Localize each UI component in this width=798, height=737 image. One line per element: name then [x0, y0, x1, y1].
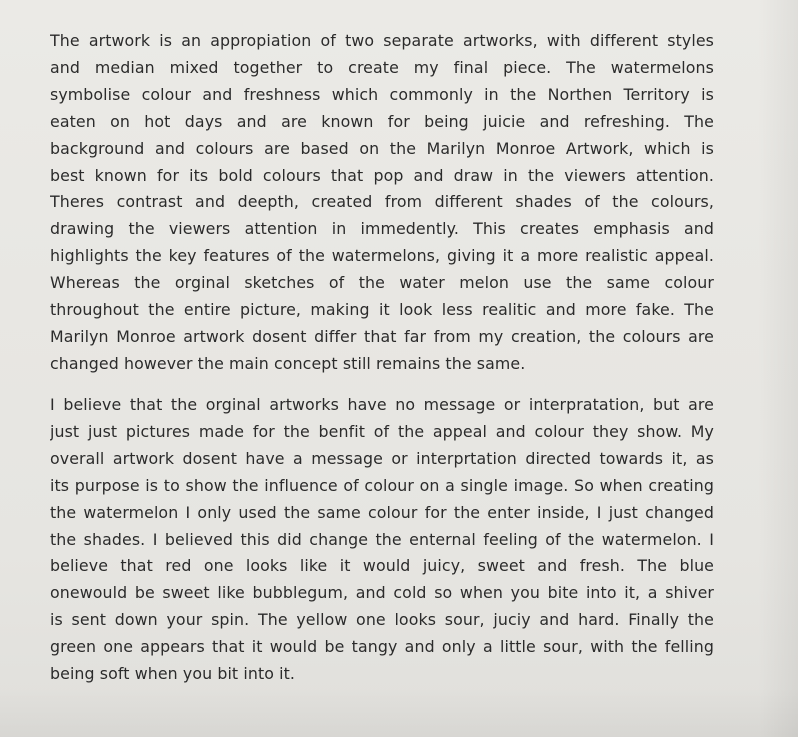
- text-line: is sent down your spin. The yellow one looks sour, juciy and hard. Finally the: [50, 610, 714, 630]
- text-line: The artwork is an appropiation of two separate artworks, with different styles: [50, 31, 714, 50]
- text-line: the shades. I believed this did change the enternal feeling of the watermelon. I: [50, 529, 714, 549]
- text-line: symbolise colour and freshness which commonly in the Northen Territory is: [50, 84, 714, 104]
- text-line: its purpose is to show the influence of colour on a single image. So when creating: [50, 475, 714, 495]
- text-line: onewould be sweet like bubblegum, and cold so when you bite into it, a shiver: [50, 583, 714, 603]
- text-line: drawing the viewers attention in immedently. This creates emphasis and: [50, 219, 714, 239]
- text-line: overall artwork dosent have a message or interprtation directed towards it, as: [50, 448, 714, 468]
- text-line: highlights the key features of the watermelons, giving it a more realistic appeal.: [50, 246, 714, 266]
- text-line: changed however the main concept still remains the same.: [50, 353, 526, 373]
- paragraph-1: [50, 28, 714, 378]
- text-line: and median mixed together to create my final piece. The watermelons: [50, 57, 714, 77]
- paper-shadow-right: [758, 0, 798, 737]
- text-line: background and colours are based on the Marilyn Monroe Artwork, which is: [50, 138, 714, 158]
- text-line: Marilyn Monroe artwork dosent differ that far from my creation, the colours are: [50, 326, 714, 346]
- text-line: being soft when you bit into it.: [50, 664, 296, 684]
- text-line: just just pictures made for the benfit of the appeal and colour they show. My: [50, 421, 714, 441]
- text-line: green one appears that it would be tangy and only a little sour, with the felling: [50, 637, 714, 657]
- text-line: best known for its bold colours that pop and draw in the viewers attention.: [50, 165, 714, 185]
- text-line: Whereas the orginal sketches of the water melon use the same colour: [50, 273, 714, 293]
- text-line: throughout the entire picture, making it look less realitic and more fake. The: [50, 300, 714, 320]
- text-line: believe that red one looks like it would juicy, sweet and fresh. The blue: [50, 556, 714, 576]
- text-line: Theres contrast and deepth, created from different shades of the colours,: [50, 192, 714, 212]
- paragraph-2: [50, 392, 714, 688]
- paper-shadow-bottom: [0, 687, 798, 737]
- text-line: I believe that the orginal artworks have no message or interpratation, but are: [50, 395, 714, 414]
- text-line: eaten on hot days and are known for being juicie and refreshing. The: [50, 111, 714, 131]
- text-line: the watermelon I only used the same colour for the enter inside, I just changed: [50, 502, 714, 522]
